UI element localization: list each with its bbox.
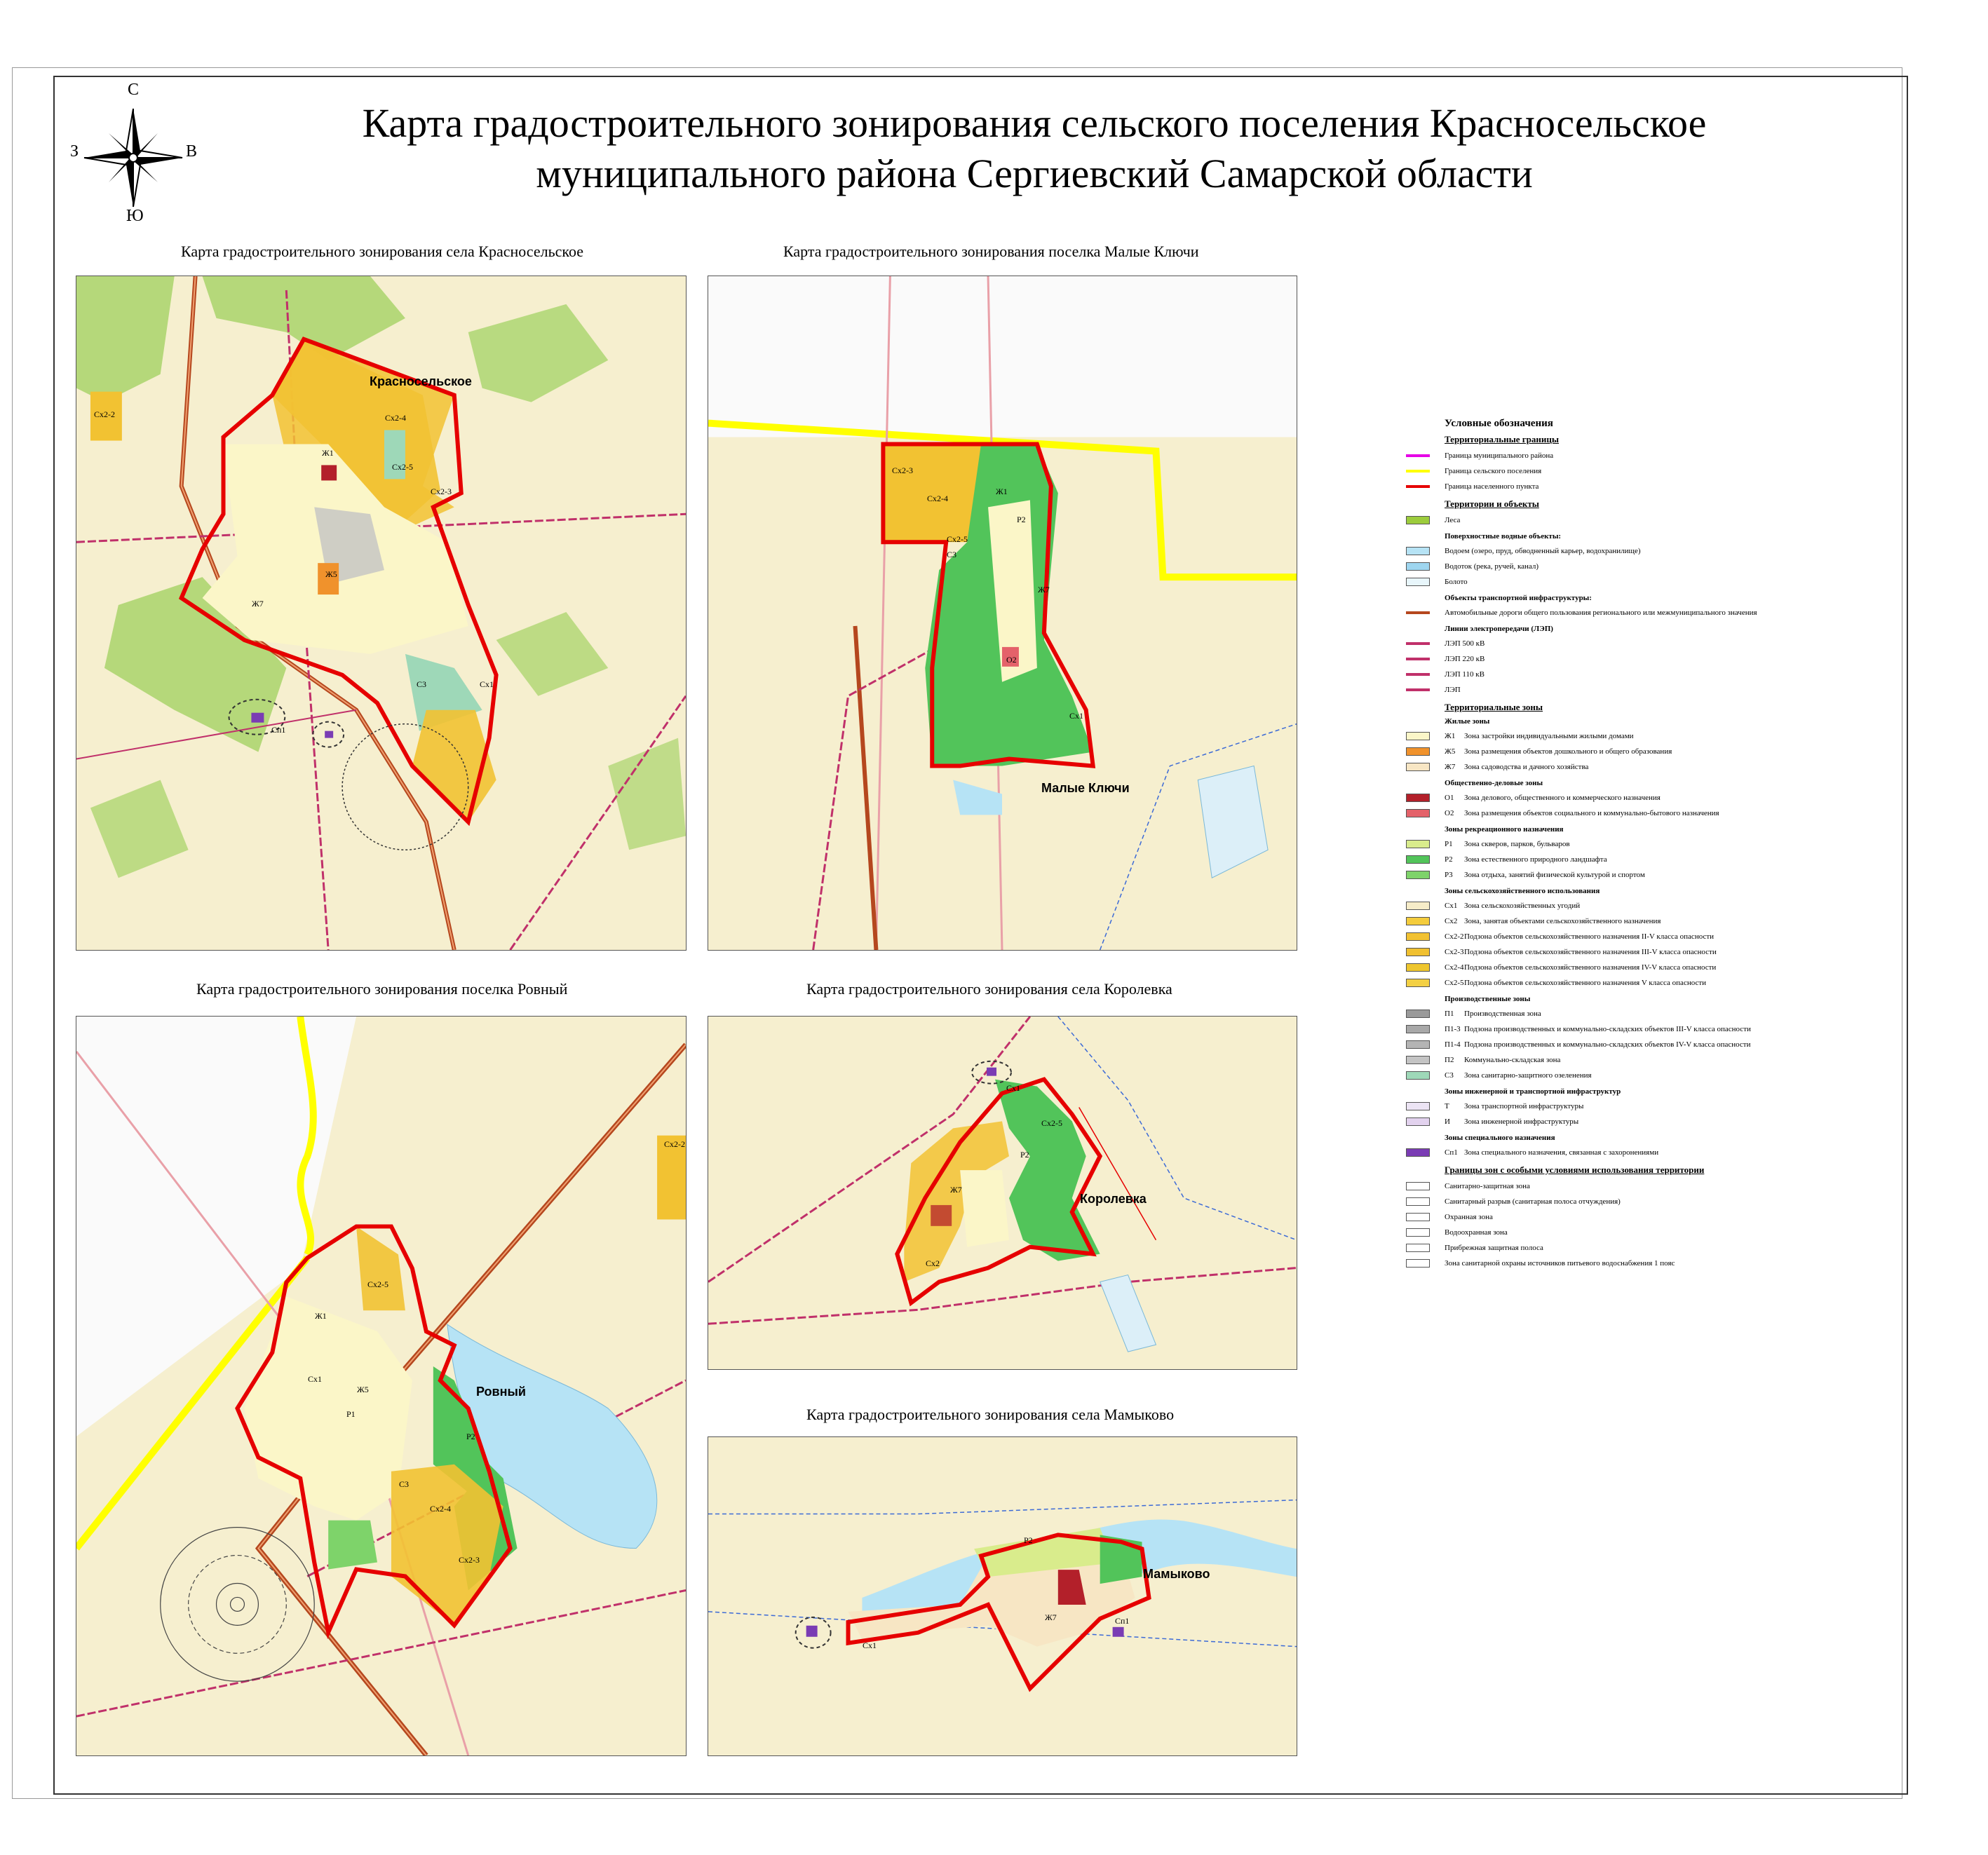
- legend-item-label: Зона делового, общественного и коммерческого назначения: [1464, 794, 1661, 802]
- legend-subheading: Поверхностные водные объекты:: [1445, 532, 1562, 541]
- legend-item-label: Зона санитарно-защитного озеленения: [1464, 1071, 1592, 1080]
- legend-subheading: Зоны инженерной и транспортной инфраструктур: [1445, 1087, 1621, 1096]
- zone-label: Сх2-2: [94, 409, 115, 419]
- legend-subheading: Объекты транспортной инфраструктуры:: [1445, 594, 1592, 602]
- legend-title: Условные обозначения: [1445, 418, 1553, 429]
- legend-color-swatch: [1406, 1102, 1430, 1110]
- settlement-label: Королевка: [1080, 1192, 1147, 1206]
- legend-item-label: Автомобильные дороги общего пользования регионального или межмуниципального значения: [1445, 609, 1757, 617]
- legend-color-swatch: [1406, 547, 1430, 555]
- zone-label: Ж5: [357, 1385, 369, 1394]
- legend-item-label: ЛЭП 110 кВ: [1445, 670, 1485, 679]
- legend-color-swatch: [1406, 1117, 1430, 1126]
- legend-item-label: Зона размещения объектов социального и коммунально-бытового назначения: [1464, 809, 1719, 817]
- legend-zone-code: П1-3: [1445, 1025, 1461, 1033]
- legend-item: [1406, 636, 1771, 651]
- zone-label: Р2: [1017, 515, 1026, 524]
- legend-item-label: Охранная зона: [1445, 1213, 1493, 1221]
- legend-item-label: Зона транспортной инфраструктуры: [1464, 1102, 1584, 1110]
- legend-item-label: ЛЭП 500 кВ: [1445, 639, 1485, 648]
- legend-zone-code: Ж7: [1445, 763, 1456, 771]
- zone-label: Р2: [1024, 1535, 1033, 1545]
- legend-item: [1406, 898, 1771, 913]
- legend-item-label: Граница муниципального района: [1445, 451, 1554, 460]
- legend-item: [1406, 479, 1771, 494]
- compass-east-label: В: [186, 142, 198, 161]
- legend-item: [1406, 1240, 1771, 1256]
- legend-line-swatch: [1406, 611, 1430, 614]
- legend-zone-code: Сх2: [1445, 917, 1458, 925]
- legend-item-label: Зона застройки индивидуальными жилыми домами: [1464, 732, 1634, 740]
- legend-zone-code: Сх2-4: [1445, 963, 1464, 972]
- legend-color-swatch: [1406, 732, 1430, 740]
- legend-item: [1406, 790, 1771, 806]
- zone-label: Сх1: [1006, 1083, 1021, 1093]
- legend-zone-code: Ж1: [1445, 732, 1456, 740]
- map-caption-mamykovo: Карта градостроительного зонирования села Мамыково: [806, 1406, 1175, 1423]
- legend-line-swatch: [1406, 642, 1430, 645]
- legend-item-label: Производственная зона: [1464, 1010, 1541, 1018]
- legend-subheading: Зоны специального назначения: [1445, 1134, 1555, 1142]
- legend-item: [1406, 574, 1771, 590]
- legend-zone-code: Сх2-5: [1445, 979, 1464, 987]
- legend-item-label: Болото: [1445, 578, 1468, 586]
- zone-label: Сх2-4: [927, 494, 948, 503]
- zone-label: Ж1: [315, 1311, 327, 1321]
- legend-line-swatch: [1406, 485, 1430, 488]
- legend-section-heading: Территориальные зоны: [1445, 702, 1543, 712]
- legend-color-swatch: [1406, 1259, 1430, 1268]
- legend-item: [1406, 1114, 1771, 1129]
- legend-zone-code: Т: [1445, 1102, 1449, 1110]
- compass-west-label: З: [70, 142, 79, 161]
- map-korolevka[interactable]: [708, 1016, 1297, 1370]
- legend-color-swatch: [1406, 871, 1430, 879]
- legend-color-swatch: [1406, 1182, 1430, 1190]
- zone-label: Сп1: [271, 725, 286, 735]
- legend-color-swatch: [1406, 1197, 1430, 1206]
- legend-item: [1406, 1052, 1771, 1068]
- zone-label: Р1: [346, 1409, 356, 1419]
- zone-label: Сх1: [308, 1374, 323, 1384]
- zone-label: Ж1: [322, 448, 334, 458]
- legend-zone-code: Р3: [1445, 871, 1453, 879]
- legend-item: [1406, 852, 1771, 867]
- legend-line-swatch: [1406, 688, 1430, 691]
- legend-color-swatch: [1406, 932, 1430, 941]
- zone-label: Р2: [466, 1432, 475, 1441]
- legend-line-swatch: [1406, 673, 1430, 676]
- zone-label: Сх1: [863, 1640, 877, 1650]
- legend-zone-code: Р2: [1445, 855, 1453, 864]
- compass-rose: [67, 81, 200, 228]
- legend-color-swatch: [1406, 902, 1430, 910]
- legend-item: [1406, 605, 1771, 620]
- legend-line-swatch: [1406, 658, 1430, 660]
- legend-item: [1406, 448, 1771, 463]
- legend-item-label: ЛЭП: [1445, 686, 1461, 694]
- legend-item-label: Подзона объектов сельскохозяйственного назначения V класса опасности: [1464, 979, 1707, 987]
- zone-label: Сх2-4: [385, 413, 406, 423]
- legend-item: [1406, 728, 1771, 744]
- legend-section-heading: Территории и объекты: [1445, 498, 1539, 509]
- legend-item-label: ЛЭП 220 кВ: [1445, 655, 1485, 663]
- legend-color-swatch: [1406, 1056, 1430, 1064]
- page-title-line2: муниципального района Сергиевский Самарской области: [536, 151, 1533, 196]
- legend-item-label: Зона инженерной инфраструктуры: [1464, 1117, 1579, 1126]
- legend-item: [1406, 1194, 1771, 1209]
- zone-label: С3: [417, 679, 427, 689]
- legend-zone-code: Ж5: [1445, 747, 1456, 756]
- legend-item-label: Зона специального назначения, связанная с захоронениями: [1464, 1148, 1659, 1157]
- zone-label: Сх2-3: [431, 487, 452, 496]
- zone-label: Р2: [1020, 1150, 1029, 1160]
- legend-color-swatch: [1406, 1228, 1430, 1237]
- legend-item-label: Подзона объектов сельскохозяйственного назначения IV-V класса опасности: [1464, 963, 1717, 972]
- legend-item-label: Водоохранная зона: [1445, 1228, 1508, 1237]
- zone-label: Сх2-4: [430, 1504, 451, 1514]
- legend-zone-code: П1: [1445, 1010, 1454, 1018]
- legend-item-label: Подзона объектов сельскохозяйственного назначения III-V класса опасности: [1464, 948, 1717, 956]
- zone-label: С3: [399, 1479, 410, 1489]
- legend-item-label: Прибрежная защитная полоса: [1445, 1244, 1543, 1252]
- legend-item: [1406, 806, 1771, 821]
- compass-star-icon: [67, 81, 200, 228]
- legend-item: [1406, 559, 1771, 574]
- legend-zone-code: Сх1: [1445, 902, 1458, 910]
- legend-subheading: Зоны рекреационного назначения: [1445, 825, 1564, 834]
- legend-item: [1406, 1145, 1771, 1160]
- legend-color-swatch: [1406, 578, 1430, 586]
- legend-item: [1406, 463, 1771, 479]
- map-krasnoselskoe[interactable]: [76, 276, 687, 951]
- page-title: [316, 98, 1753, 199]
- legend-zone-code: Сх2-3: [1445, 948, 1464, 956]
- legend-zone-code: С3: [1445, 1071, 1454, 1080]
- map-malye-klyuchi[interactable]: [708, 276, 1297, 951]
- legend-item-label: Подзона объектов сельскохозяйственного назначения II-V класса опасности: [1464, 932, 1715, 941]
- legend-color-swatch: [1406, 963, 1430, 972]
- settlement-label: Ровный: [476, 1385, 526, 1399]
- zone-label: Сх2-3: [892, 466, 913, 475]
- legend-section-heading: Границы зон с особыми условиями использования территории: [1445, 1164, 1705, 1175]
- zone-label: Сх2-2: [664, 1139, 685, 1149]
- legend-color-swatch: [1406, 840, 1430, 848]
- zone-label: Сх2: [926, 1258, 940, 1268]
- legend-item: [1406, 1209, 1771, 1225]
- legend-color-swatch: [1406, 948, 1430, 956]
- legend-color-swatch: [1406, 562, 1430, 571]
- legend-color-swatch: [1406, 855, 1430, 864]
- legend-item: [1406, 960, 1771, 975]
- legend-item-label: Санитарный разрыв (санитарная полоса отчуждения): [1445, 1197, 1621, 1206]
- legend-item-label: Зона отдыха, занятий физической культурой и спортом: [1464, 871, 1645, 879]
- zone-label: Ж7: [950, 1185, 962, 1195]
- legend-item-label: Зона естественного природного ландшафта: [1464, 855, 1607, 864]
- settlement-label: Мамыково: [1143, 1567, 1210, 1581]
- legend-item-label: Водоем (озеро, пруд, обводненный карьер, водохранилище): [1445, 547, 1641, 555]
- zone-label: Сх2-5: [392, 462, 413, 472]
- compass-south-label: Ю: [126, 207, 144, 225]
- legend-color-swatch: [1406, 747, 1430, 756]
- legend-item: [1406, 651, 1771, 667]
- legend-item-label: Коммунально-складская зона: [1464, 1056, 1561, 1064]
- legend-color-swatch: [1406, 1040, 1430, 1049]
- legend-zone-code: П1-4: [1445, 1040, 1461, 1049]
- legend-item: [1406, 512, 1771, 528]
- legend-item: [1406, 1225, 1771, 1240]
- settlement-label: Малые Ключи: [1041, 781, 1130, 795]
- zone-label: Ж7: [1045, 1612, 1057, 1622]
- legend-subheading: Производственные зоны: [1445, 995, 1531, 1003]
- zone-label: Сх1: [480, 679, 494, 689]
- legend-color-swatch: [1406, 1025, 1430, 1033]
- zone-label: Сх2-3: [459, 1555, 480, 1565]
- legend-item-label: Санитарно-защитная зона: [1445, 1182, 1530, 1190]
- legend-item: [1406, 836, 1771, 852]
- zone-label: О2: [1006, 655, 1017, 665]
- legend-color-swatch: [1406, 1148, 1430, 1157]
- legend-item-label: Водоток (река, ручей, канал): [1445, 562, 1539, 571]
- map-legend: [1406, 418, 1771, 1271]
- map-mamykovo[interactable]: [708, 1436, 1297, 1756]
- zone-label: Ж7: [252, 599, 264, 609]
- legend-item: [1406, 682, 1771, 698]
- legend-zone-code: Сх2-2: [1445, 932, 1464, 941]
- zone-label: Сх2-5: [367, 1279, 388, 1289]
- legend-item: [1406, 913, 1771, 929]
- legend-item: [1406, 944, 1771, 960]
- legend-item-label: Подзона производственных и коммунально-складских объектов IV-V класса опасности: [1464, 1040, 1751, 1049]
- legend-item: [1406, 1099, 1771, 1114]
- legend-color-swatch: [1406, 809, 1430, 817]
- legend-zone-code: О1: [1445, 794, 1454, 802]
- legend-item: [1406, 867, 1771, 883]
- legend-subheading: Зоны сельскохозяйственного использования: [1445, 887, 1600, 895]
- legend-color-swatch: [1406, 1213, 1430, 1221]
- legend-subheading: Жилые зоны: [1445, 717, 1490, 726]
- legend-item-label: Зона санитарной охраны источников питьевого водоснабжения 1 пояс: [1445, 1259, 1675, 1268]
- legend-item: [1406, 759, 1771, 775]
- zone-label: Ж5: [325, 569, 337, 579]
- legend-color-swatch: [1406, 1071, 1430, 1080]
- legend-color-swatch: [1406, 1244, 1430, 1252]
- legend-item: [1406, 929, 1771, 944]
- legend-color-swatch: [1406, 1010, 1430, 1018]
- zone-label: Сп1: [1115, 1616, 1130, 1626]
- legend-item-label: Леса: [1445, 516, 1461, 524]
- map-rovnyi[interactable]: [76, 1016, 687, 1756]
- legend-color-swatch: [1406, 794, 1430, 802]
- map-caption-korolevka: Карта градостроительного зонирования села Королевка: [806, 980, 1172, 998]
- legend-item-label: Зона скверов, парков, бульваров: [1464, 840, 1570, 848]
- legend-item-label: Зона размещения объектов дошкольного и общего образования: [1464, 747, 1672, 756]
- legend-body: [1406, 434, 1771, 1271]
- zone-label: Ж7: [1038, 585, 1050, 594]
- legend-item: [1406, 1037, 1771, 1052]
- legend-item: [1406, 975, 1771, 991]
- legend-zone-code: О2: [1445, 809, 1454, 817]
- map-caption-krasnoselskoe: Карта градостроительного зонирования села Красносельское: [181, 243, 583, 260]
- legend-zone-code: Р1: [1445, 840, 1453, 848]
- legend-item: [1406, 1021, 1771, 1037]
- legend-item: [1406, 1256, 1771, 1271]
- zone-label: Сх1: [1069, 711, 1084, 721]
- page-title-line1: Карта градостроительного зонирования сельского поселения Красносельское: [362, 100, 1707, 146]
- legend-item: [1406, 1006, 1771, 1021]
- legend-line-swatch: [1406, 454, 1430, 457]
- legend-item-label: Граница сельского поселения: [1445, 467, 1542, 475]
- legend-item-label: Зона, занятая объектами сельскохозяйственного назначения: [1464, 917, 1661, 925]
- legend-item: [1406, 543, 1771, 559]
- legend-color-swatch: [1406, 979, 1430, 987]
- legend-item-label: Зона садоводства и дачного хозяйства: [1464, 763, 1589, 771]
- zone-label: Ж1: [996, 487, 1008, 496]
- legend-zone-code: И: [1445, 1117, 1450, 1126]
- legend-line-swatch: [1406, 470, 1430, 473]
- legend-item-label: Граница населенного пункта: [1445, 482, 1539, 491]
- legend-zone-code: Сп1: [1445, 1148, 1458, 1157]
- legend-color-swatch: [1406, 917, 1430, 925]
- legend-subheading: Общественно-деловые зоны: [1445, 779, 1543, 787]
- legend-color-swatch: [1406, 516, 1430, 524]
- legend-item-label: Зона сельскохозяйственных угодий: [1464, 902, 1581, 910]
- legend-item: [1406, 744, 1771, 759]
- legend-item: [1406, 1178, 1771, 1194]
- legend-color-swatch: [1406, 763, 1430, 771]
- zone-label: Сх2-5: [1041, 1118, 1062, 1128]
- legend-item-label: Подзона производственных и коммунально-складских объектов III-V класса опасности: [1464, 1025, 1751, 1033]
- legend-zone-code: П2: [1445, 1056, 1454, 1064]
- zone-label: С3: [947, 550, 957, 559]
- legend-item: [1406, 1068, 1771, 1083]
- settlement-label: Красносельское: [370, 374, 472, 388]
- legend-subheading: Линии электропередачи (ЛЭП): [1445, 625, 1553, 633]
- map-caption-rovnyi: Карта градостроительного зонирования поселка Ровный: [196, 980, 568, 998]
- compass-north-label: С: [128, 81, 140, 99]
- legend-item: [1406, 667, 1771, 682]
- zone-label: Сх2-5: [947, 534, 968, 544]
- legend-section-heading: Территориальные границы: [1445, 434, 1560, 444]
- map-caption-malye-klyuchi: Карта градостроительного зонирования поселка Малые Ключи: [783, 243, 1199, 260]
